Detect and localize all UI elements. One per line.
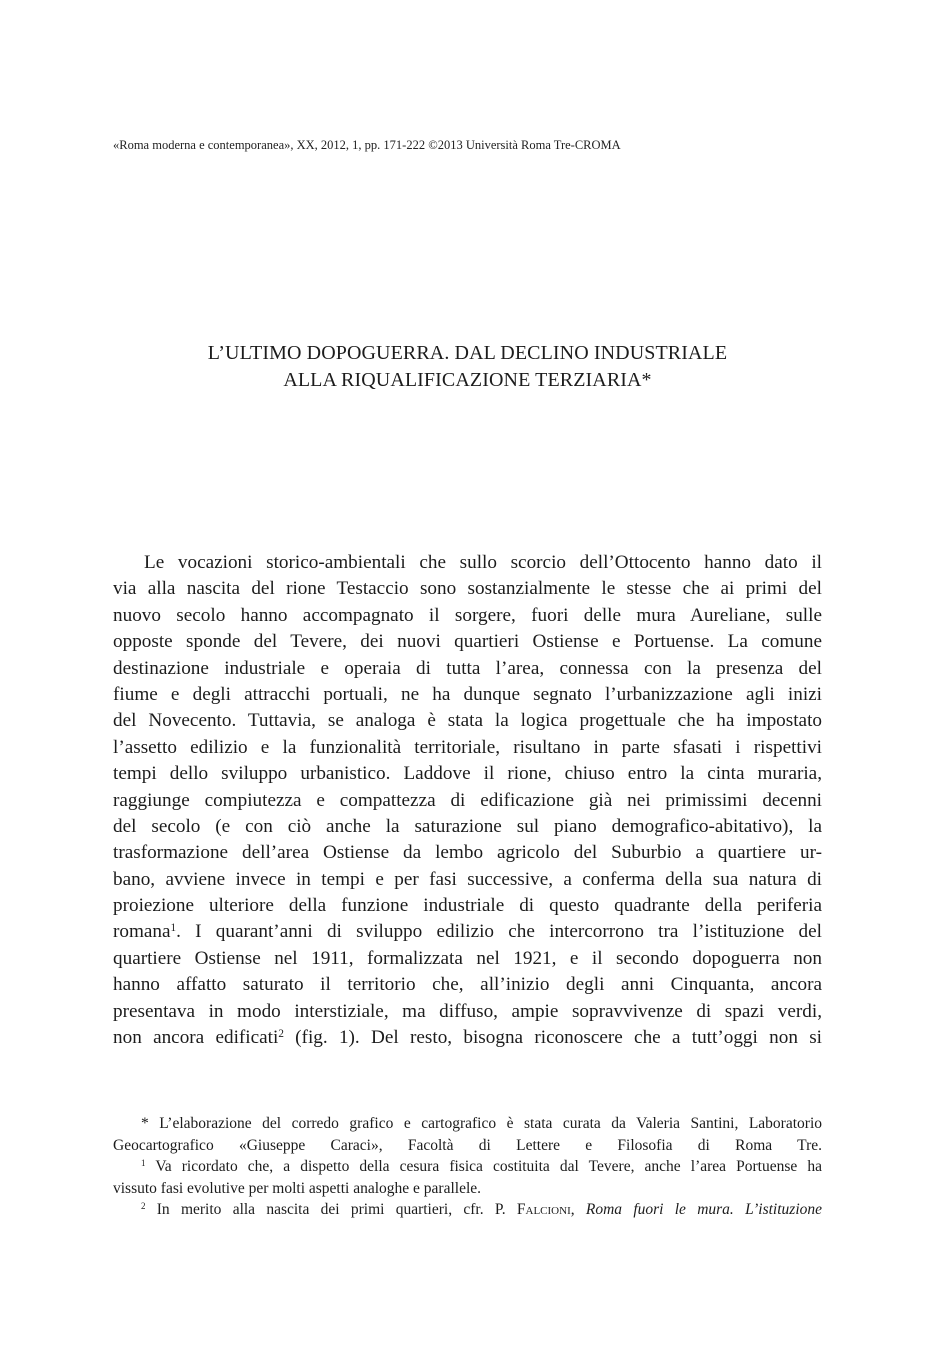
footnote-1-text: Va ricordato che, a dispetto della cesura fisica costituita dal Tevere, anche l’area Portuense ha	[145, 1158, 822, 1175]
body-line: trasformazione dell’area Ostiense da lembo agricolo del Suburbio a quartiere ur-	[113, 842, 822, 864]
body-line: nuovo secolo hanno accompagnato il sorgere, fuori delle mura Aureliane, sulle	[113, 604, 822, 626]
footnote-2-text: In merito alla nascita dei primi quartieri, cfr. P. F	[145, 1201, 526, 1218]
body-line: proiezione ulteriore della funzione industriale di questo quadrante della periferia	[113, 895, 822, 917]
body-line	[113, 1025, 822, 1051]
cited-title: Roma fuori le mura. L’istituzione	[585, 1201, 823, 1218]
body-line: del secolo (e con ciò anche la saturazione sul piano demografico-abitativo), la	[113, 815, 822, 837]
body-line: via alla nascita del rione Testaccio sono sostanzialmente le stesse che ai primi del	[113, 578, 822, 600]
body-text-fragment: (fig. 1). Del resto, bisogna riconoscere che a tutt’oggi non si	[283, 1027, 822, 1049]
title-line-1: L’ULTIMO DOPOGUERRA. DAL DECLINO INDUSTRIALE	[207, 342, 728, 364]
body-text-fragment: . I quarant’anni di sviluppo edilizio che intercorrono tra l’istituzione del	[176, 921, 822, 943]
body-line: raggiunge compiutezza e compattezza di edificazione già nei primissimi decenni	[113, 789, 822, 811]
footnote-2-text: ,	[570, 1201, 586, 1218]
body-line: Le vocazioni storico-ambientali che sullo scorcio dell’Ottocento hanno dato il	[144, 552, 822, 573]
body-line: destinazione industriale e operaia di tutta l’area, connessa con la presenza del	[113, 657, 822, 679]
body-line	[113, 919, 822, 945]
body-text	[113, 550, 822, 1051]
footnote-star-line: * L’elaborazione del corredo grafico e cartografico è stata curata da Valeria Santini, Laboratorio	[141, 1115, 822, 1132]
author-name-smallcaps: alcioni	[525, 1201, 571, 1218]
footnote-1-mark: 1	[141, 1158, 146, 1169]
body-line: presentava in modo interstiziale, ma diffuso, ampie sopravvivenze di spazi verdi,	[113, 1000, 822, 1022]
journal-citation: «Roma moderna e contemporanea», XX, 2012, 1, pp. 171-222 ©2013 Università Roma Tre-CROMA	[113, 138, 621, 152]
body-line: hanno affatto saturato il territorio che, all’inizio degli anni Cinquanta, ancora	[113, 974, 822, 996]
footnotes	[113, 1113, 822, 1221]
body-line: tempi dello sviluppo urbanistico. Laddove il rione, chiuso entro la cinta muraria,	[113, 763, 822, 785]
body-text-fragment: romana	[113, 921, 171, 943]
footnote-ref-1[interactable]: 1	[170, 922, 177, 935]
footnote-star-line: Geocartografico «Giuseppe Caraci», Facoltà di Lettere e Filosofia di Roma Tre.	[113, 1136, 822, 1154]
body-line: quartiere Ostiense nel 1911, formalizzata nel 1921, e il secondo dopoguerra non	[113, 947, 822, 969]
footnote-2-line	[113, 1199, 822, 1221]
footnote-ref-2[interactable]: 2	[278, 1027, 284, 1040]
body-text-fragment: non ancora edificati	[113, 1027, 279, 1049]
body-line: opposte sponde del Tevere, dei nuovi quartieri Ostiense e Portuense. La comune	[113, 631, 822, 653]
footnote-2-mark: 2	[141, 1201, 146, 1212]
body-line: fiume e degli attracchi portuali, ne ha dunque segnato l’urbanizzazione agli inizi	[113, 683, 822, 705]
footnote-1-line	[113, 1156, 822, 1178]
body-line: del Novecento. Tuttavia, se analoga è stata la logica progettuale che ha impostato	[113, 710, 822, 732]
body-line: l’assetto edilizio e la funzionalità territoriale, risultano in parte sfasati i rispettivi	[113, 736, 822, 758]
article-title	[113, 340, 822, 394]
footnote-1-line: vissuto fasi evolutive per molti aspetti analoghe e parallele.	[113, 1179, 482, 1197]
title-line-2: ALLA RIQUALIFICAZIONE TERZIARIA*	[283, 369, 652, 391]
body-line: bano, avviene invece in tempi e per fasi successive, a conferma della sua natura di	[113, 868, 822, 890]
